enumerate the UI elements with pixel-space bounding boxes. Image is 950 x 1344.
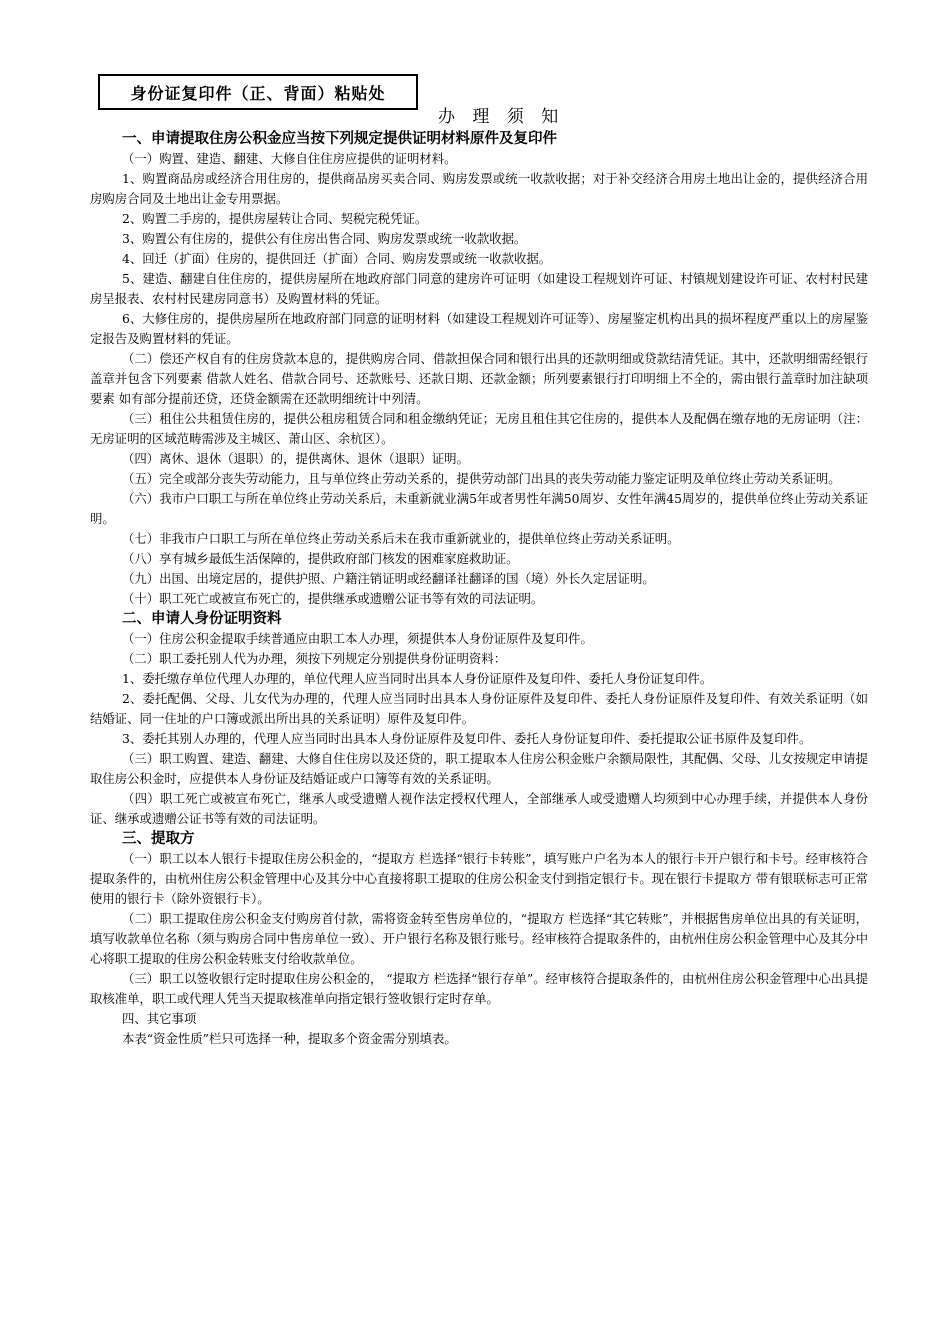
- notice-body: [90, 129, 868, 1049]
- section-heading: 二、申请人身份证明资料: [122, 611, 282, 627]
- section-paragraph: （四）职工死亡或被宣布死亡，继承人或受遗赠人视作法定授权代理人，全部继承人或受遗赠人均须到中心办理手续，并提供本人身份证、继承或遗赠公证书等有效的司法证明。: [90, 791, 868, 826]
- section-heading: 一、申请提取住房公积金应当按下列规定提供证明材料原件及复印件: [122, 131, 557, 147]
- section-paragraph: （六）我市户口职工与所在单位终止劳动关系后，未重新就业满5年或者男性年满50周岁、女性年满45周岁的，提供单位终止劳动关系证明。: [90, 491, 868, 526]
- section-paragraph: 5、建造、翻建自住住房的，提供房屋所在地政府部门同意的建房许可证明（如建设工程规划许可证、村镇规划建设许可证、农村村民建房呈报表、农村村民建房同意书）及购置材料的凭证。: [90, 271, 868, 306]
- section-paragraph: 1、委托缴存单位代理人办理的，单位代理人应当同时出具本人身份证原件及复印件、委托人身份证复印件。: [122, 671, 713, 686]
- id-card-paste-box: [98, 74, 418, 110]
- page-title: 办 理 须 知: [438, 107, 565, 127]
- section-paragraph: 1、购置商品房或经济合用住房的，提供商品房买卖合同、购房发票或统一收款收据；对于补交经济合用房土地出让金的，提供经济合用房购房合同及土地出让金专用票据。: [90, 171, 868, 206]
- section-paragraph: （二）偿还产权自有的住房贷款本息的，提供购房合同、借款担保合同和银行出具的还款明细或贷款结清凭证。其中，还款明细需经银行盖章并包含下列要素 借款人姓名、借款合同号、还款账号、还款日期、还款金额；所列要素银行打印明细上不全的，需由银行盖章时加注缺项要素 如有部分提前还贷，还贷金额需在还款明细统计中列清。: [90, 351, 868, 406]
- section-paragraph: （三）职工以签收银行定时提取住房公积金的， “提取方 栏选择“银行存单”。经审核符合提取条件的，由杭州住房公积金管理中心出具提取核准单，职工或代理人凭当天提取核准单向指定银行签收银行定时存单。: [90, 971, 868, 1006]
- section-paragraph: （四）离休、退休（退职）的，提供离休、退休（退职）证明。: [122, 451, 469, 466]
- section-paragraph: 3、委托其别人办理的，代理人应当同时出具本人身份证原件及复印件、委托人身份证复印件、委托提取公证书原件及复印件。: [122, 731, 812, 746]
- section-paragraph: 2、购置二手房的，提供房屋转让合同、契税完税凭证。: [122, 211, 428, 226]
- section-paragraph: 6、大修住房的，提供房屋所在地政府部门同意的证明材料（如建设工程规划许可证等）、房屋鉴定机构出具的损坏程度严重以上的房屋鉴定报告及购置材料的凭证。: [90, 311, 868, 346]
- section-paragraph: （七）非我市户口职工与所在单位终止劳动关系后未在我市重新就业的，提供单位终止劳动关系证明。: [122, 531, 680, 546]
- section-paragraph: （三）租住公共租赁住房的，提供公租房租赁合同和租金缴纳凭证；无房且租住其它住房的，提供本人及配偶在缴存地的无房证明（注：无房证明的区域范畴需涉及主城区、萧山区、余杭区）。: [90, 411, 868, 446]
- section-paragraph: 2、委托配偶、父母、儿女代为办理的，代理人应当同时出具本人身份证原件及复印件、委托人身份证原件及复印件、有效关系证明（如结婚证、同一住址的户口簿或派出所出具的关系证明）原件及复印件。: [90, 691, 868, 726]
- section-paragraph: （十）职工死亡或被宣布死亡的，提供继承或遗赠公证书等有效的司法证明。: [122, 591, 544, 606]
- section-paragraph: （一）职工以本人银行卡提取住房公积金的，“提取方 栏选择“银行卡转账”，填写账户户名为本人的银行卡开户银行和卡号。经审核符合提取条件的，由杭州住房公积金管理中心及其分中心直接将职工提取的住房公积金支付到指定银行卡。现在银行卡提取方 带有银联标志可正常使用的银行卡（除外资银行卡）。: [90, 851, 868, 906]
- section-paragraph: 4、回迁（扩面）住房的，提供回迁（扩面）合同、购房发票或统一收款收据。: [122, 251, 552, 266]
- section-paragraph: （九）出国、出境定居的，提供护照、户籍注销证明或经翻译社翻译的国（境）外长久定居证明。: [122, 571, 655, 586]
- id-card-paste-label: 身份证复印件（正、背面）粘贴处: [130, 83, 386, 103]
- section-paragraph: （八）享有城乡最低生活保障的，提供政府部门核发的困难家庭救助证。: [122, 551, 519, 566]
- section-heading: 四、其它事项: [122, 1011, 197, 1026]
- section-paragraph: （五）完全或部分丧失劳动能力，且与单位终止劳动关系的，提供劳动部门出具的丧失劳动能力鉴定证明及单位终止劳动关系证明。: [122, 471, 841, 486]
- section-paragraph: （三）职工购置、建造、翻建、大修自住住房以及还贷的，职工提取本人住房公积金账户余额局限性，其配偶、父母、儿女按规定申请提取住房公积金时，应提供本人身份证及结婚证或户口簿等有效的关系证明。: [90, 751, 868, 786]
- section-paragraph: （二）职工提取住房公积金支付购房首付款，需将资金转至售房单位的，“提取方 栏选择“其它转账”，并根据售房单位出具的有关证明，填写收款单位名称（须与购房合同中售房单位一致）、开户银行名称及银行账号。经审核符合提取条件的，由杭州住房公积金管理中心及其分中心将职工提取的住房公积金转账支付给收款单位。: [90, 911, 868, 966]
- section-paragraph: （一）住房公积金提取手续普通应由职工本人办理，须提供本人身份证原件及复印件。: [122, 631, 593, 646]
- section-heading: 三、提取方: [122, 831, 195, 847]
- section-paragraph: 本表“资金性质”栏只可选择一种，提取多个资金需分别填表。: [122, 1031, 457, 1046]
- section-paragraph: （一）购置、建造、翻建、大修自住住房应提供的证明材料。: [122, 151, 457, 166]
- section-paragraph: 3、购置公有住房的，提供公有住房出售合同、购房发票或统一收款收据。: [122, 231, 527, 246]
- section-paragraph: （二）职工委托别人代为办理，须按下列规定分别提供身份证明资料：: [122, 651, 507, 666]
